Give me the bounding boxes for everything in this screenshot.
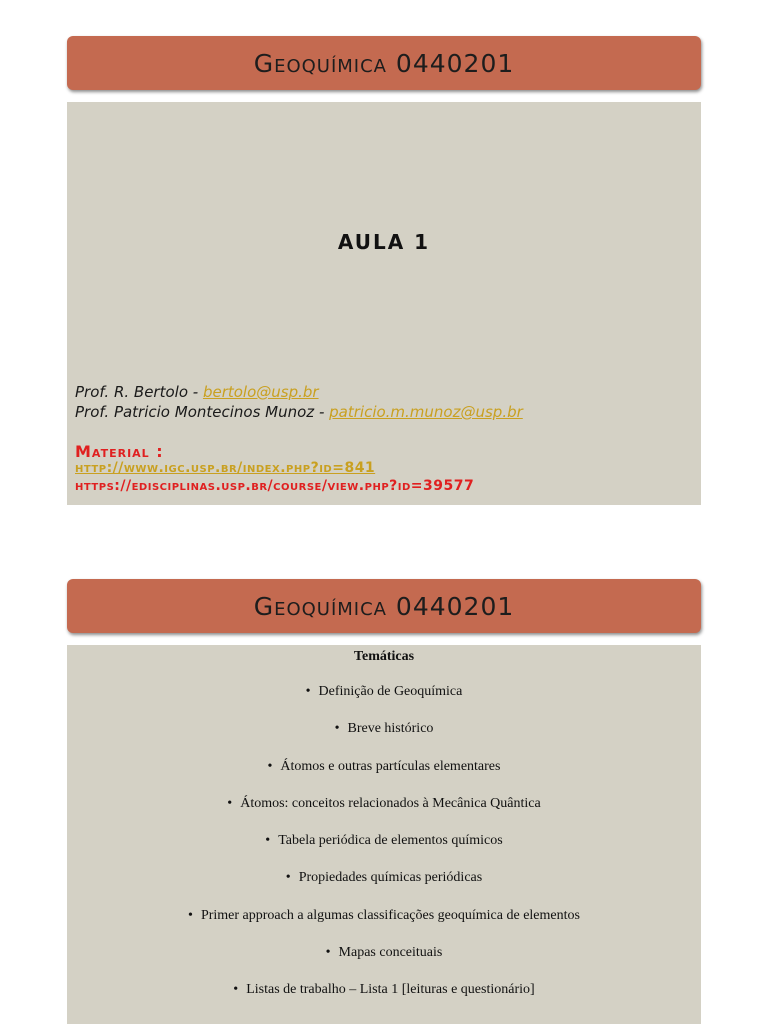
slide2-title: Geoquímica 0440201	[253, 591, 515, 621]
professor-line-2	[75, 403, 523, 421]
professor-2-name: Prof. Patricio Montecinos Munoz -	[75, 403, 330, 421]
list-item	[67, 865, 701, 902]
list-item	[67, 828, 701, 865]
list-item	[67, 679, 701, 716]
bullet-icon: •	[227, 795, 233, 811]
topic-text: Átomos e outras partículas elementares	[280, 758, 501, 774]
material-link-edisciplinas[interactable]: https://edisciplinas.usp.br/course/view.php?id=39577	[75, 478, 475, 494]
professor-2-email-link[interactable]: patricio.m.munoz@usp.br	[329, 403, 523, 421]
topic-text: Mapas conceituais	[338, 945, 443, 961]
slide1-panel	[67, 102, 701, 505]
material-link-igc[interactable]: http://www.igc.usp.br/index.php?id=841	[75, 460, 376, 476]
professor-1-email-link[interactable]: bertolo@usp.br	[202, 383, 319, 401]
topic-text: Breve histórico	[347, 721, 434, 737]
list-item	[67, 903, 701, 940]
bullet-icon: •	[267, 758, 273, 774]
topics-list	[67, 679, 701, 1015]
topic-text: Listas de trabalho – Lista 1 [leituras e questionário]	[246, 982, 535, 998]
professor-line-1	[75, 383, 319, 401]
slide1-title: Geoquímica 0440201	[253, 48, 515, 78]
list-item	[67, 754, 701, 791]
list-item	[67, 791, 701, 828]
topics-title: Temáticas	[353, 649, 415, 664]
list-item	[67, 977, 701, 1014]
bullet-icon: •	[233, 982, 239, 998]
bullet-icon: •	[265, 833, 271, 849]
bullet-icon: •	[334, 721, 340, 737]
slide2-panel	[67, 645, 701, 1024]
topic-text: Definição de Geoquímica	[318, 684, 463, 699]
topic-text: Primer approach a algumas classificações geoquímica de elementos	[200, 907, 580, 923]
slide1-title-banner	[67, 36, 701, 90]
list-item	[67, 716, 701, 753]
professor-1-name: Prof. R. Bertolo -	[75, 383, 203, 401]
topic-text: Tabela periódica de elementos químicos	[278, 833, 503, 849]
bullet-icon: •	[188, 907, 193, 923]
slide2-title-banner	[67, 579, 701, 633]
material-label: Material :	[75, 442, 164, 461]
lecture-heading: AULA 1	[337, 230, 431, 254]
bullet-icon: •	[285, 870, 291, 886]
topic-text: Átomos: conceitos relacionados à Mecânica Quântica	[240, 795, 541, 811]
topic-text: Propiedades químicas periódicas	[298, 870, 483, 886]
list-item	[67, 940, 701, 977]
bullet-icon: •	[325, 945, 331, 961]
bullet-icon: •	[305, 684, 311, 699]
